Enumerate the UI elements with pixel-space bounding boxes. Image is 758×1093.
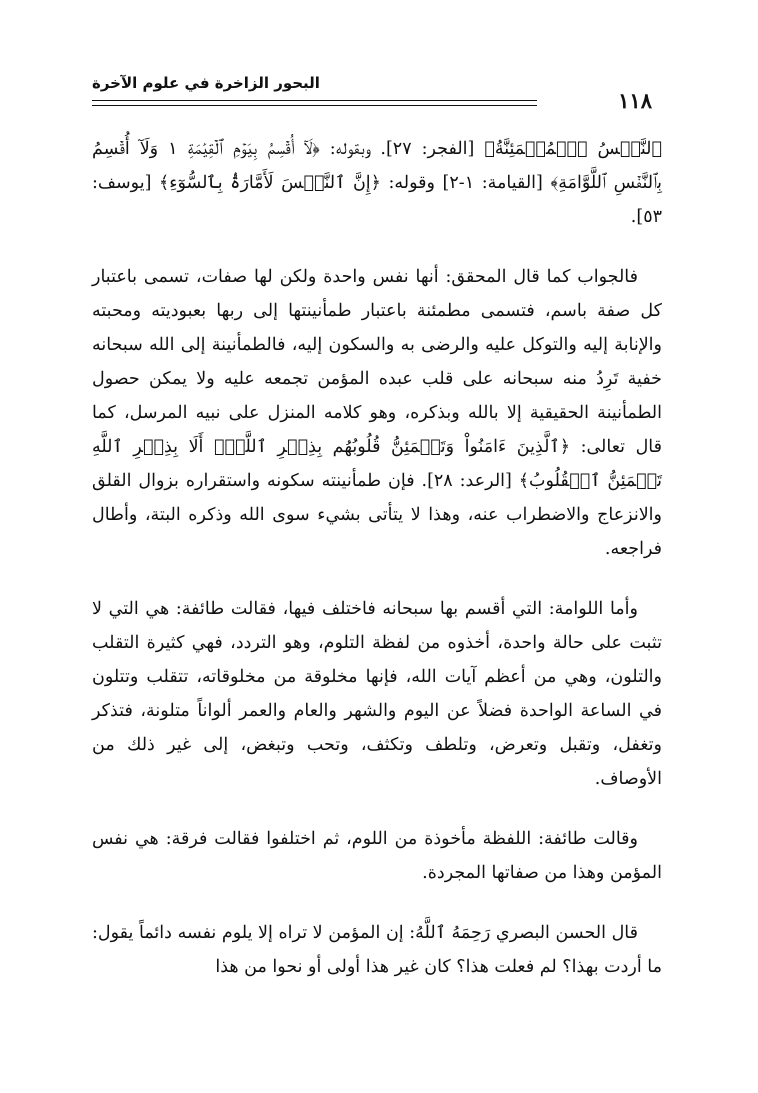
header-rule-top	[92, 100, 537, 101]
paragraph-answer: فالجواب كما قال المحقق: أنها نفس واحدة ولكن لها صفات، تسمى باعتبار كل صفة باسم، فتسمى مطمئنة باعتبار طمأنينتها إلى ربها بعبوديته ومحبته والإنابة إليه والتوكل عليه والرضى به والسكون إليه، فالطمأنينة إلى الله سبحانه خفية تَرِدُ منه سبحانه على قلب عبده المؤمن تجمعه عليه ولا يمكن حصول الطمأنينة الحقيقية إلا بالله وبذكره، وهو كلامه المنزل على نبيه المرسل، كما قال تعالى: ﴿ٱلَّذِينَ ءَامَنُواْ وَتَطۡمَئِنُّ قُلُوبُهُم بِذِكۡرِ ٱللَّهِۗ أَلَا بِذِكۡرِ ٱللَّهِ تَطۡمَئِنُّ ٱلۡقُلُوبُ﴾ [الرعد: ٢٨]. فإن طمأنينته سكونه واستقراره بزوال القلق والانزعاج والاضطراب عنه، وهذا لا يتأتى بشيء سوى الله وذكره البتة، وأطال فراجعه.	[92, 267, 662, 559]
header-rule-bottom	[92, 105, 537, 106]
page-body	[92, 132, 662, 1010]
page-number: ١١٨	[618, 88, 652, 113]
paragraph-second-view: وقالت طائفة: اللفظة مأخوذة من اللوم، ثم اختلفوا فقالت فرقة: هي نفس المؤمن وهذا من صفاتها المجردة.	[92, 829, 662, 883]
paragraph-lawwama: وأما اللوامة: التي أقسم بها سبحانه فاختلف فيها، فقالت طائفة: هي التي لا تثبت على حالة واحدة، أخذوه من لفظة التلوم، وهو التردد، فهي كثيرة التقلب والتلون، وهي من أعظم آيات الله، فإنها مخلوقة من مخلوقاته، تتقلب وتتلون في الساعة الواحدة فضلاً عن اليوم والشهر والعام والعمر ألواناً متلونة، فتذكر وتغفل، وتقبل وتعرض، وتلطف وتكثف، وتحب وتبغض، إلى غير ذلك من الأوصاف.	[92, 599, 662, 789]
paragraph-quran-citations: ﭐلنَّفۡسُ ﭐلۡمُطۡمَئِنَّةُ﴾ [الفجر: ٢٧]. وبقوله: ﴿لَآ أُقۡسِمُ بِيَوۡمِ ﭐلۡقِيَٰمَةِ ١ وَلَآ أُقۡسِمُ بِٱلنَّفۡسِ ﭐللَّوَّامَةِ﴾ [القيامة: ١-٢] وقوله: ﴿إِنَّ ٱلنَّفۡسَ لَأَمَّارَةُۢ بِٱلسُّوٓءِ﴾ [يوسف: ٥٣].	[92, 139, 662, 227]
paragraph-hasan-basri: قال الحسن البصري رَحِمَهُ ٱللَّهُ: إن المؤمن لا تراه إلا يلوم نفسه دائماً يقول: ما أردت بهذا؟ لم فعلت هذا؟ كان غير هذا أولى أو نحوا من هذا	[92, 923, 662, 977]
page-header	[92, 74, 652, 124]
running-title: البحور الزاخرة في علوم الآخرة	[92, 74, 320, 92]
